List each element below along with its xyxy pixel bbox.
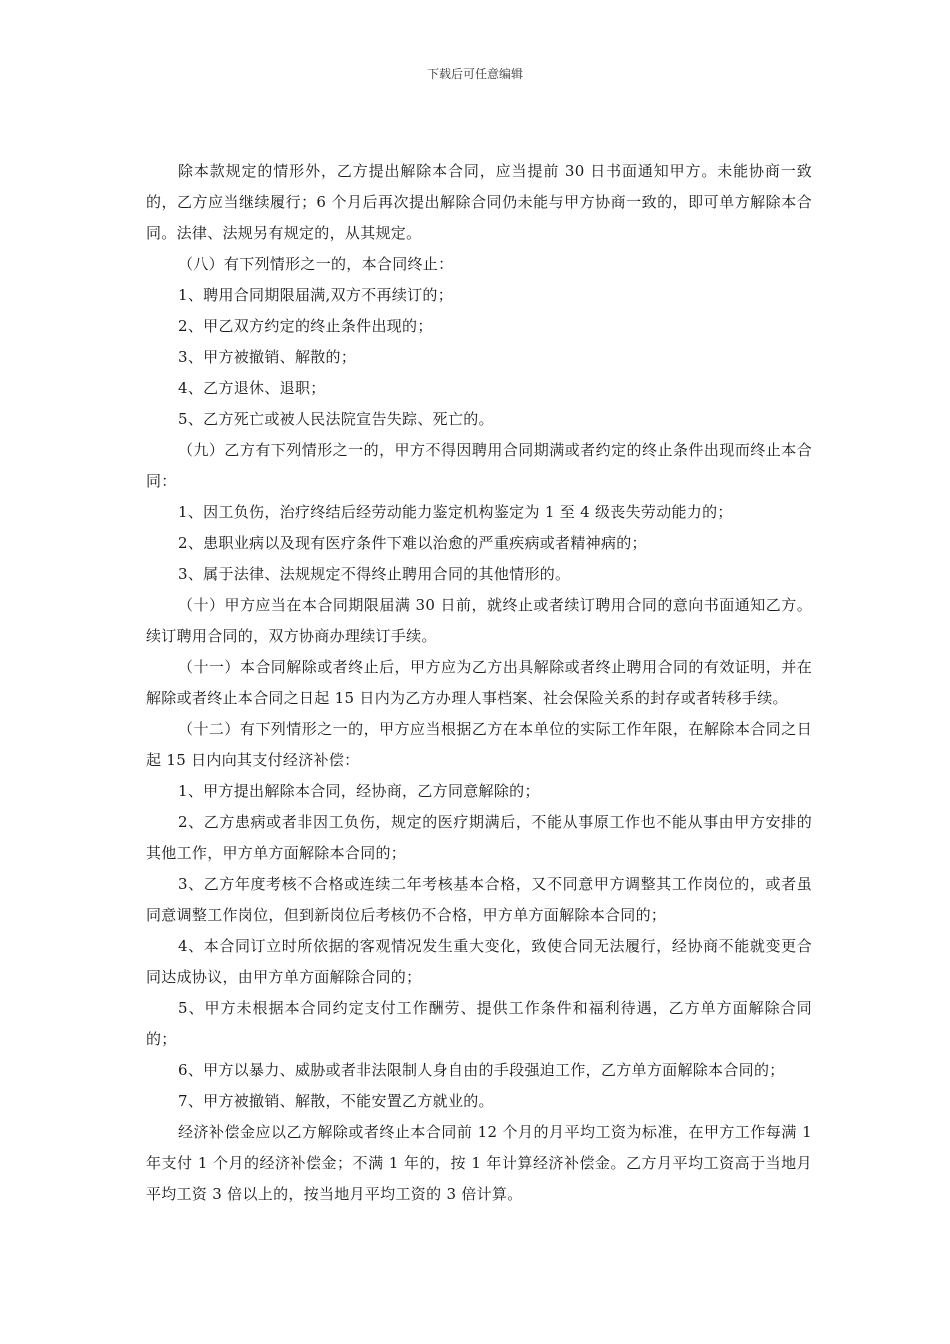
list-item: 2、乙方患病或者非因工负伤，规定的医疗期满后，不能从事原工作也不能从事由甲方安排的其他工作，甲方单方面解除本合同的； [146,813,812,862]
list-item: 5、甲方未根据本合同约定支付工作酬劳、提供工作条件和福利待遇，乙方单方面解除合同的； [146,999,812,1048]
list-item: 6、甲方以暴力、威胁或者非法限制人身自由的手段强迫工作，乙方单方面解除本合同的； [178,1061,785,1079]
list-item: 4、乙方退休、退职； [178,379,326,397]
paragraph: 除本款规定的情形外，乙方提出解除本合同，应当提前 30 日书面通知甲方。未能协商一致的，乙方应当继续履行；6 个月后再次提出解除合同仍未能与甲方协商一致的，即可单方解除本合同。法律、法规另有规定的，从其规定。 [146,162,812,242]
section-heading: （九）乙方有下列情形之一的，甲方不得因聘用合同期满或者约定的终止条件出现而终止本合同： [146,441,812,490]
list-item: 1、因工负伤，治疗终结后经劳动能力鉴定机构鉴定为 1 至 4 级丧失劳动能力的； [178,503,733,521]
page-header: 下载后可任意编辑 [426,67,523,81]
list-item: 4、本合同订立时所依据的客观情况发生重大变化，致使合同无法履行，经协商不能就变更合同达成协议，由甲方单方面解除合同的； [146,937,812,986]
list-item: 7、甲方被撤销、解散，不能安置乙方就业的。 [178,1092,494,1110]
list-item: 3、甲方被撤销、解散的； [178,348,357,366]
section-paragraph: （十）甲方应当在本合同期限届满 30 日前，就终止或者续订聘用合同的意向书面通知乙方。续订聘用合同的，双方协商办理续订手续。 [146,596,812,645]
paragraph: 经济补偿金应以乙方解除或者终止本合同前 12 个月的月平均工资为标准，在甲方工作每满 1 年支付 1 个月的经济补偿金；不满 1 年的，按 1 年计算经济补偿金。乙方月平均工资高于当地月平均工资 3 倍以上的，按当地月平均工资的 3 倍计算。 [146,1123,812,1203]
list-item: 3、乙方年度考核不合格或连续二年考核基本合格，又不同意甲方调整其工作岗位的，或者虽同意调整工作岗位，但到新岗位后考核仍不合格，甲方单方面解除本合同的； [146,875,812,924]
list-item: 5、乙方死亡或被人民法院宣告失踪、死亡的。 [178,410,494,428]
list-item: 2、患职业病以及现有医疗条件下难以治愈的严重疾病或者精神病的； [178,534,647,552]
list-item: 2、甲乙双方约定的终止条件出现的； [178,317,433,335]
section-paragraph: （十一）本合同解除或者终止后，甲方应为乙方出具解除或者终止聘用合同的有效证明，并在解除或者终止本合同之日起 15 日内为乙方办理人事档案、社会保险关系的封存或者转移手续。 [146,658,812,707]
list-item: 1、聘用合同期限届满,双方不再续订的； [178,286,454,304]
section-heading: （十二）有下列情形之一的，甲方应当根据乙方在本单位的实际工作年限，在解除本合同之日起 15 日内向其支付经济补偿： [146,720,812,769]
section-heading: （八）有下列情形之一的，本合同终止： [178,255,454,273]
contract-body [146,156,812,1210]
list-item: 3、属于法律、法规规定不得终止聘用合同的其他情形的。 [178,565,571,583]
list-item: 1、甲方提出解除本合同，经协商，乙方同意解除的； [178,782,540,800]
